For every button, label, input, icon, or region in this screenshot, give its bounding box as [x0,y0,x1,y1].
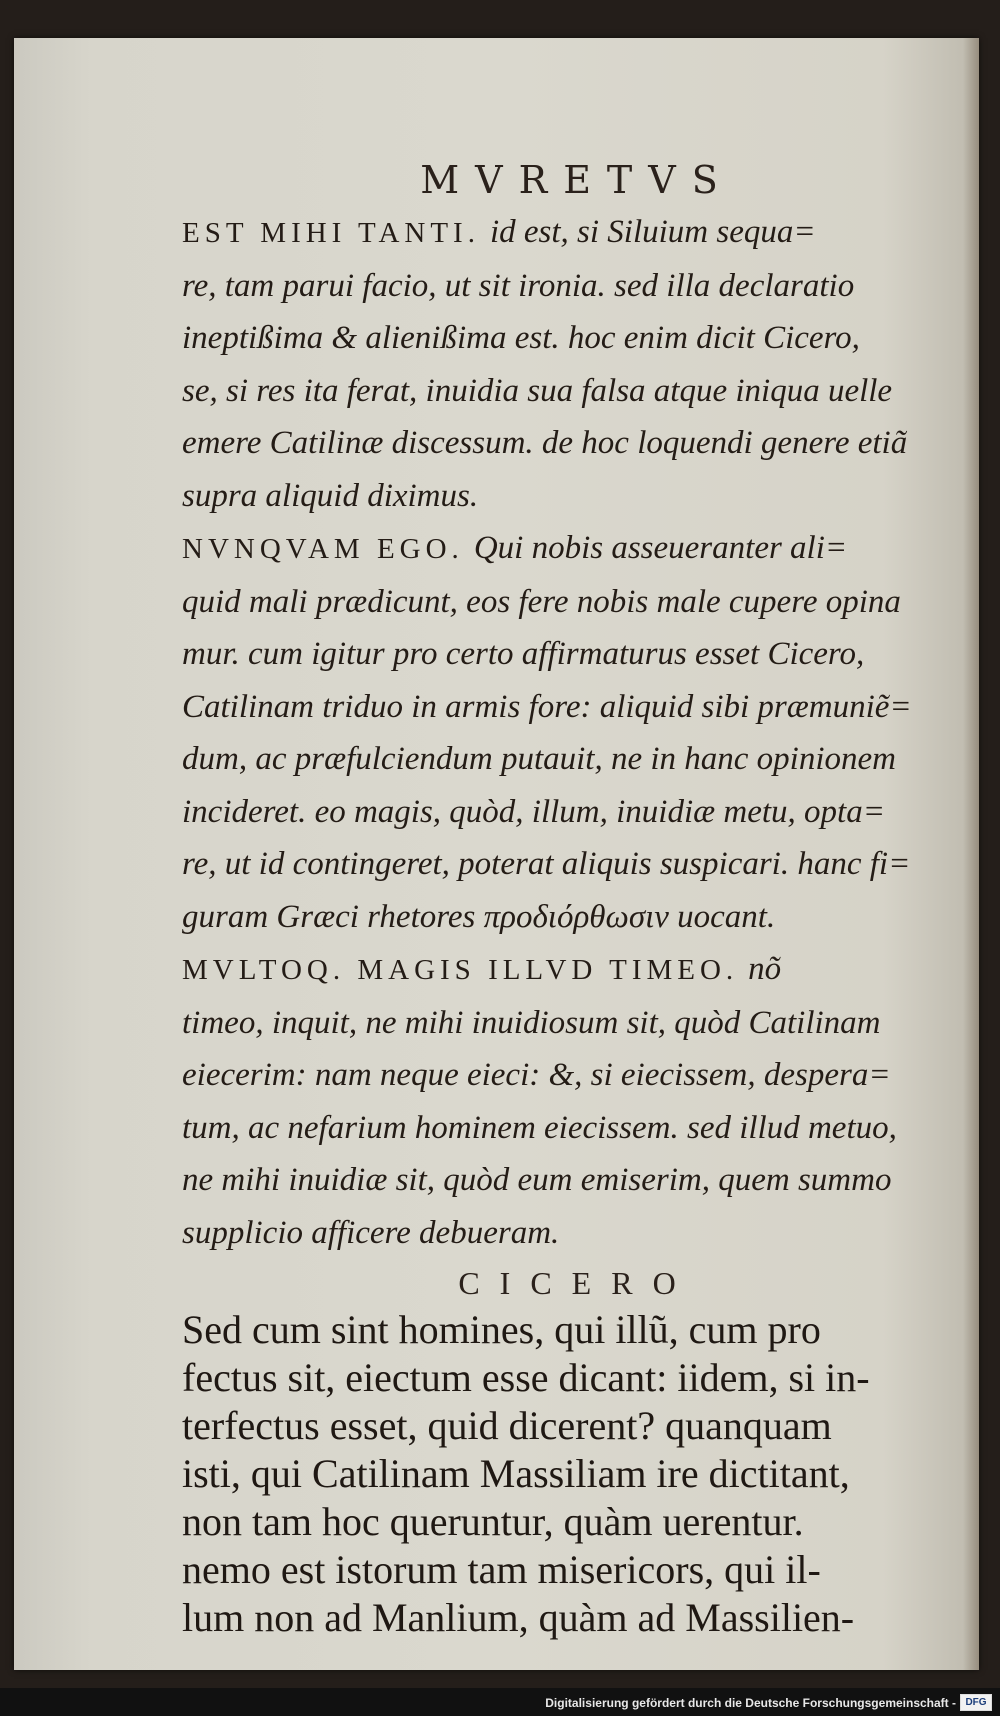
comment-line: mur. cum igitur pro certo affirmaturus esset Cicero, [182,636,865,672]
text-line: lum non ad Manlium, quàm ad Massilien- [182,1595,855,1640]
text-line: terfectus esset, quid dicerent? quanquam [182,1403,832,1448]
lemma: MVLTOQ. MAGIS ILLVD TIMEO. [182,954,739,986]
dfg-logo: DFG [960,1694,992,1711]
comment-line: supra aliquid diximus. [182,477,479,514]
running-head: MVRETVS [420,158,734,202]
comment-line: re, ut id contingeret, poterat aliquis suspicari. hanc fi= [182,846,911,882]
book-page [14,38,979,1670]
comment-line: timeo, inquit, ne mihi inuidiosum sit, quòd Catilinam [182,1004,881,1041]
commentary-paragraph [182,943,972,1259]
comment-line: guram Græci rhetores προδιόρθωσιν uocant. [182,898,776,935]
comment-line: eiecerim: nam neque eieci: &, si eiecissem, despera= [182,1057,891,1093]
comment-line: quid mali prædicunt, eos fere nobis male cupere opina [182,583,901,620]
comment-line: nõ [748,951,782,987]
commentary-paragraph [182,206,972,522]
comment-line: Catilinam triduo in armis fore: aliquid sibi præmuniẽ= [182,688,912,725]
comment-line: incideret. eo magis, quòd, illum, inuidiæ metu, opta= [182,793,885,830]
comment-line: id est, si Siluium sequa= [489,214,816,250]
comment-line: Qui nobis asseueranter ali= [473,530,848,566]
comment-line: supplicio afficere debueram. [182,1214,560,1251]
comment-line: re, tam parui facio, ut sit ironia. sed illa declaratio [182,267,855,304]
footer-bar [0,1688,1000,1716]
commentary-paragraph [182,522,972,943]
page-content [182,158,972,1642]
funding-notice: Digitalisierung gefördert durch die Deutsche Forschungsgemeinschaft - [545,1696,956,1710]
comment-line: dum, ac præfulciendum putauit, ne in hanc opinionem [182,741,896,777]
lemma: NVNQVAM EGO. [182,533,464,565]
comment-line: ne mihi inuidiæ sit, quòd eum emiserim, quem summo [182,1162,892,1198]
text-line: fectus sit, eiectum esse dicant: iidem, si in- [182,1355,870,1400]
comment-line: se, si res ita ferat, inuidia sua falsa atque iniqua uelle [182,372,893,409]
comment-line: tum, ac nefarium hominem eiecissem. sed illud metuo, [182,1109,897,1146]
comment-line: ineptißima & alienißima est. hoc enim dicit Cicero, [182,320,860,356]
text-line: Sed cum sint homines, qui illũ, cum pro [182,1307,821,1352]
lemma: EST MIHI TANTI. [182,217,480,249]
main-text-paragraph [182,1306,972,1642]
text-line: non tam hoc queruntur, quàm uerentur. [182,1499,804,1544]
section-heading: CICERO [458,1265,696,1301]
text-line: nemo est istorum tam misericors, qui il- [182,1547,821,1592]
text-line: isti, qui Catilinam Massiliam ire dictitant, [182,1451,850,1496]
comment-line: emere Catilinæ discessum. de hoc loquendi genere etiã [182,425,908,461]
